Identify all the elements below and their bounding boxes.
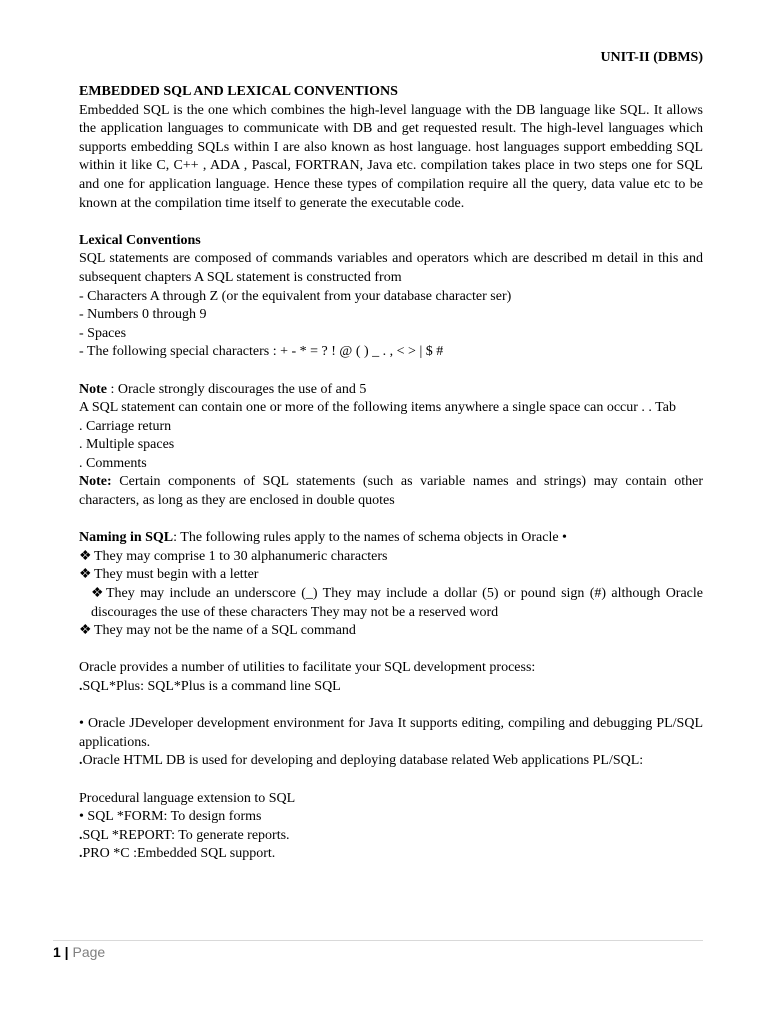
contain-item: . Multiple spaces [79, 437, 175, 453]
naming-paragraph [79, 529, 703, 548]
diamond-bullet-icon: ❖ [79, 623, 92, 639]
note-text: : Oracle strongly discourages the use of and 5 [107, 381, 367, 397]
plsql-line: Procedural language extension to SQL [79, 790, 296, 806]
embedded-sql-paragraph: Embedded SQL is the one which combines the high-level language with the DB language like SQL. It allows the application languages to communicate with DB and get requested result. The high-level languages which supports embedding SQLs within I are also known as host language. host languages support embedding SQL within it like C, C++ , ADA , Pascal, FORTRAN, Java etc. compilation takes place in two steps one for SQL and one for application language. Hence these types of compilation require all the query, data value etc to be known at the compilation time itself to generate the executable code. [79, 102, 703, 211]
char-list-item: - The following special characters : + - * = ? ! @ ( ) _ . , < > | $ # [79, 344, 444, 360]
utilities-intro: Oracle provides a number of utilities to facilitate your SQL development process: [79, 660, 536, 676]
naming-rule: ❖ They may not be the name of a SQL command [79, 622, 703, 641]
note-label: Note [79, 381, 107, 397]
naming-rule: ❖ They may include an underscore (_) They may include a dollar (5) or pound sign (#) although Oracle discourages the use of these characters They may not be a reserved word [91, 586, 703, 620]
note2-paragraph [79, 473, 703, 510]
lexical-title: Lexical Conventions [79, 232, 201, 248]
document-body [79, 83, 703, 864]
naming-label: Naming in SQL [79, 530, 174, 546]
htmldb-line: .Oracle HTML DB is used for developing and deploying database related Web applications PL/SQL: [79, 753, 644, 769]
note-paragraph [79, 381, 703, 400]
section-title: EMBEDDED SQL AND LEXICAL CONVENTIONS [79, 84, 398, 99]
lexical-intro: SQL statements are composed of commands variables and operators which are described m detail in this and subsequent chapters A SQL statement is constructed from [79, 251, 703, 285]
sqlplus-line: .SQL*Plus: SQL*Plus is a command line SQL [79, 679, 341, 694]
unit-header: UNIT-II (DBMS) [600, 50, 703, 65]
contain-item: . Comments [79, 455, 147, 471]
contain-line: A SQL statement can contain one or more of the following items anywhere a single space can occur . . Tab [79, 400, 676, 416]
diamond-bullet-icon: ❖ [91, 586, 104, 602]
diamond-bullet-icon: ❖ [79, 567, 92, 583]
note2-label: Note: [79, 474, 112, 490]
char-list-item: - Characters A through Z (or the equivalent from your database character ser) [79, 288, 512, 304]
char-list-item: - Spaces [79, 325, 127, 341]
naming-rule: ❖ They must begin with a letter [79, 566, 703, 585]
sqlreport-line: .SQL *REPORT: To generate reports. [79, 827, 290, 843]
footer-separator: | [60, 944, 73, 960]
char-list-item: - Numbers 0 through 9 [79, 307, 207, 323]
proc-line: .PRO *C :Embedded SQL support. [79, 846, 276, 862]
page-number: 1 [53, 944, 61, 960]
naming-rule: ❖ They may comprise 1 to 30 alphanumeric characters [79, 548, 703, 567]
jdeveloper-line: • Oracle JDeveloper development environment for Java It supports editing, compiling and debugging PL/SQL applications. [79, 716, 703, 750]
naming-text: : The following rules apply to the names of schema objects in Oracle • [173, 530, 567, 546]
page-footer [53, 944, 105, 960]
footer-divider [53, 940, 703, 941]
sqlform-line: • SQL *FORM: To design forms [79, 809, 262, 825]
diamond-bullet-icon: ❖ [79, 548, 92, 564]
contain-item: . Carriage return [79, 418, 172, 434]
note2-text: Certain components of SQL statements (such as variable names and strings) may contain other characters, as long as they are enclosed in double quotes [79, 474, 703, 509]
page-label: Page [72, 944, 106, 960]
